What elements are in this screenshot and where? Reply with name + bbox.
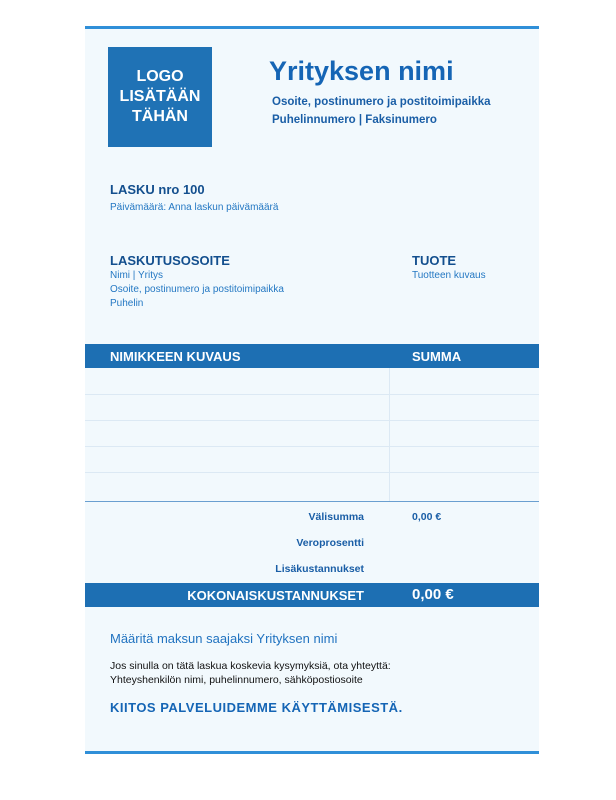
column-header-description: NIMIKKEEN KUVAUS xyxy=(110,349,241,364)
subtotal-value: 0,00 € xyxy=(412,511,442,523)
column-header-amount: SUMMA xyxy=(412,349,462,364)
grand-total-label: KOKONAISKUSTANNUKSET xyxy=(187,588,364,603)
contact-details: Yhteyshenkilön nimi, puhelinnumero, sähköpostiosoite xyxy=(110,674,363,686)
tax-label: Veroprosentti xyxy=(296,537,364,549)
bottom-rule xyxy=(85,751,539,754)
payee-line: Määritä maksun saajaksi Yrityksen nimi xyxy=(110,631,338,646)
product-heading: TUOTE xyxy=(412,253,457,268)
billing-name: Nimi | Yritys xyxy=(110,270,163,281)
table-row xyxy=(85,446,539,447)
invoice-title: LASKU nro 100 xyxy=(110,182,205,197)
invoice-page xyxy=(85,26,539,754)
billing-heading: LASKUTUSOSOITE xyxy=(110,253,230,268)
column-divider xyxy=(389,368,390,502)
logo-placeholder[interactable]: LOGO LISÄTÄÄN TÄHÄN xyxy=(108,47,212,147)
subtotal-label: Välisumma xyxy=(308,511,364,523)
line-items-table xyxy=(85,368,539,502)
invoice-date: Päivämäärä: Anna laskun päivämäärä xyxy=(110,202,279,213)
grand-total-value: 0,00 € xyxy=(412,586,454,603)
top-rule xyxy=(85,26,539,29)
company-address: Osoite, postinumero ja postitoimipaikka xyxy=(272,96,491,108)
table-header xyxy=(85,344,539,368)
billing-address: Osoite, postinumero ja postitoimipaikka xyxy=(110,284,284,295)
table-row xyxy=(85,394,539,395)
extra-costs-label: Lisäkustannukset xyxy=(275,563,364,575)
company-phone-fax: Puhelinnumero | Faksinumero xyxy=(272,114,437,126)
billing-phone: Puhelin xyxy=(110,298,144,309)
product-description: Tuotteen kuvaus xyxy=(412,270,486,281)
company-name: Yrityksen nimi xyxy=(269,56,454,86)
table-row xyxy=(85,472,539,473)
thank-you-message: KIITOS PALVELUIDEMME KÄYTTÄMISESTÄ. xyxy=(110,700,403,715)
contact-note: Jos sinulla on tätä laskua koskevia kysymyksiä, ota yhteyttä: xyxy=(110,660,391,672)
table-bottom-rule xyxy=(85,501,539,502)
table-row xyxy=(85,420,539,421)
grand-total-bar xyxy=(85,583,539,607)
